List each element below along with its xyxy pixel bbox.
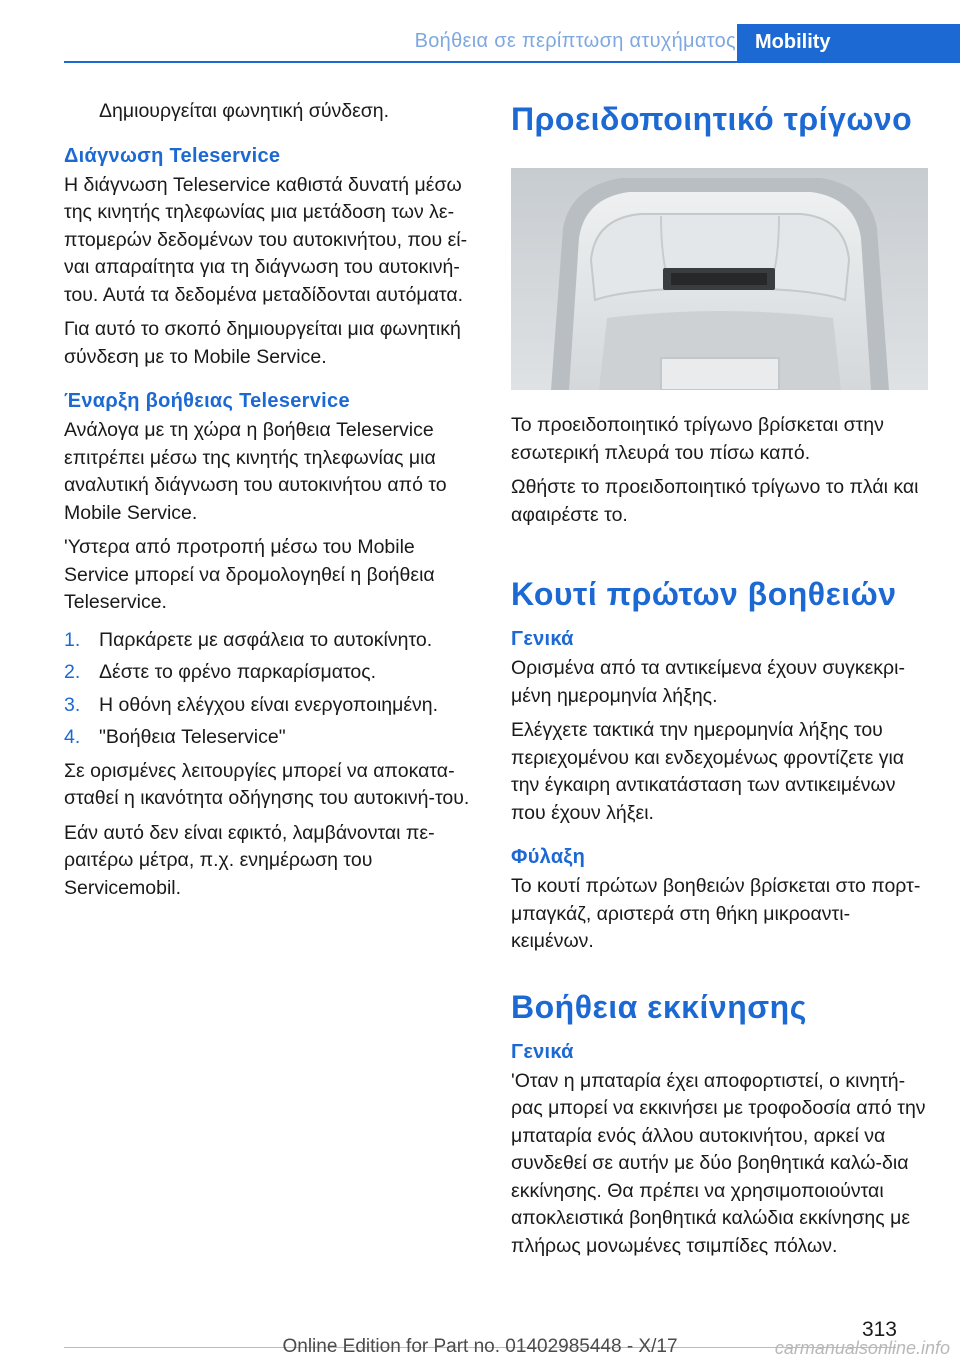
step-number: 2. [64, 661, 81, 683]
step-item [64, 627, 478, 655]
watermark-text: carmanualsonline.info [774, 1338, 950, 1358]
right-column [511, 98, 931, 1267]
jump-start-general-heading: Γενικά [511, 1040, 574, 1063]
step-item [64, 724, 478, 752]
first-aid-text-1: Ορισμένα από τα αντικείμενα έχουν συγκεκρι‐μένη ημερομηνία λήξης. [511, 657, 905, 707]
teleservice-diagnosis-heading: Διάγνωση Teleservice [64, 144, 281, 167]
teleservice-start-heading: Έναρξη βοήθειας Teleservice [64, 390, 350, 412]
footer-edition-text: Online Edition for Part no. 01402985448 - X/17 [282, 1336, 678, 1357]
warning-triangle-text-1: Το προειδοποιητικό τρίγωνο βρίσκεται στην εσωτερική πλευρά του πίσω καπό. [511, 414, 884, 464]
page-header [0, 24, 960, 62]
teleservice-note-2: Εάν αυτό δεν είναι εφικτό, λαμβάνονται πε‐ραιτέρω μέτρα, π.χ. ενημέρωση του Servicemobil. [64, 821, 435, 899]
step-number: 1. [64, 628, 81, 651]
first-aid-general-heading: Γενικά [511, 628, 574, 650]
step-item [64, 659, 478, 687]
teleservice-start-text-1: Ανάλογα με τη χώρα η βοήθεια Teleservice επιτρέπει μέσω της κινητής τηλεφωνίας μια αναλυτική διάγνωση του αυτοκινήτου από το Mobile Service. [64, 419, 447, 524]
step-text: Παρκάρετε με ασφάλεια το αυτοκίνητο. [99, 628, 433, 651]
warning-triangle-heading: Προειδοποιητικό τρίγωνο [511, 101, 913, 137]
teleservice-steps-list [64, 627, 478, 752]
first-aid-kit-heading: Κουτί πρώτων βοηθειών [511, 576, 897, 612]
step-text: "Βοήθεια Teleservice" [99, 726, 286, 748]
step-text: Η οθόνη ελέγχου είναι ενεργοποιημένη. [99, 693, 439, 716]
teleservice-diagnosis-text-1: Η διάγνωση Teleservice καθιστά δυνατή μέσω της κινητής τηλεφωνίας μια μετάδοση των λε‐πτομερών δεδομένων του αυτοκινήτου, που εί‐ναι απαραίτητα για τη διάγνωση του αυτοκινή‐του. Αυτά τα δεδομένα μεταδίδονται αυτόματα. [64, 173, 468, 306]
header-section-title: Βοήθεια σε περίπτωση ατυχήματος [414, 30, 736, 52]
warning-triangle-text-2: Ωθήστε το προειδοποιητικό τρίγωνο το πλάι και αφαιρέστε το. [511, 476, 919, 526]
teleservice-diagnosis-text-2: Για αυτό το σκοπό δημιουργείται μια φωνητική σύνδεση με το Mobile Service. [64, 318, 461, 368]
teleservice-start-text-2: 'Υστερα από προτροπή μέσω του Mobile Service μπορεί να δρομολογηθεί η βοήθεια Teleservice. [64, 536, 435, 613]
teleservice-note-1: Σε ορισμένες λειτουργίες μπορεί να αποκατα‐σταθεί η ικανότητα οδήγησης του αυτοκινή‐του. [64, 759, 470, 809]
page-number: 313 [861, 1318, 897, 1341]
header-rule [64, 61, 960, 63]
step-item [64, 692, 478, 720]
intro-text: Δημιουργείται φωνητική σύνδεση. [99, 100, 390, 122]
first-aid-text-2: Ελέγχετε τακτικά την ημερομηνία λήξης του περιεχομένου και ενδεχομένως φροντίζετε για την έγκαιρη αντικατάσταση των αντικειμένων που έχουν λήξει. [511, 719, 905, 824]
trunk-lid-illustration [511, 168, 928, 390]
step-text: Δέστε το φρένο παρκαρίσματος. [99, 661, 377, 683]
jump-start-text: 'Οταν η μπαταρία έχει αποφορτιστεί, ο κινητή‐ρας μπορεί να εκκινήσει με τροφοδοσία από την μπαταρία ενός άλλου αυτοκινήτου, αρκεί να συνδεθεί σε αυτήν με δύο βοηθητικά καλώ‐δια εκκίνησης. Θα πρέπει να χρησιμοποιούνται αποκλειστικά βοηθητικά καλώδια εκκίνησης με πλήρως μονωμένες τσιμπίδες πόλων. [511, 1069, 926, 1257]
jump-start-heading: Βοήθεια εκκίνησης [511, 988, 807, 1025]
step-number: 3. [64, 693, 81, 716]
trunk-lid-warning-triangle-photo [511, 168, 928, 390]
first-aid-storage-heading: Φύλαξη [511, 846, 586, 868]
first-aid-text-3: Το κουτί πρώτων βοηθειών βρίσκεται στο πορτ-μπαγκάζ, αριστερά στη θήκη μικροαντι‐κειμένων. [511, 875, 921, 952]
header-chapter-tab: Mobility [737, 24, 960, 62]
left-column [64, 98, 478, 909]
step-number: 4. [64, 726, 81, 748]
